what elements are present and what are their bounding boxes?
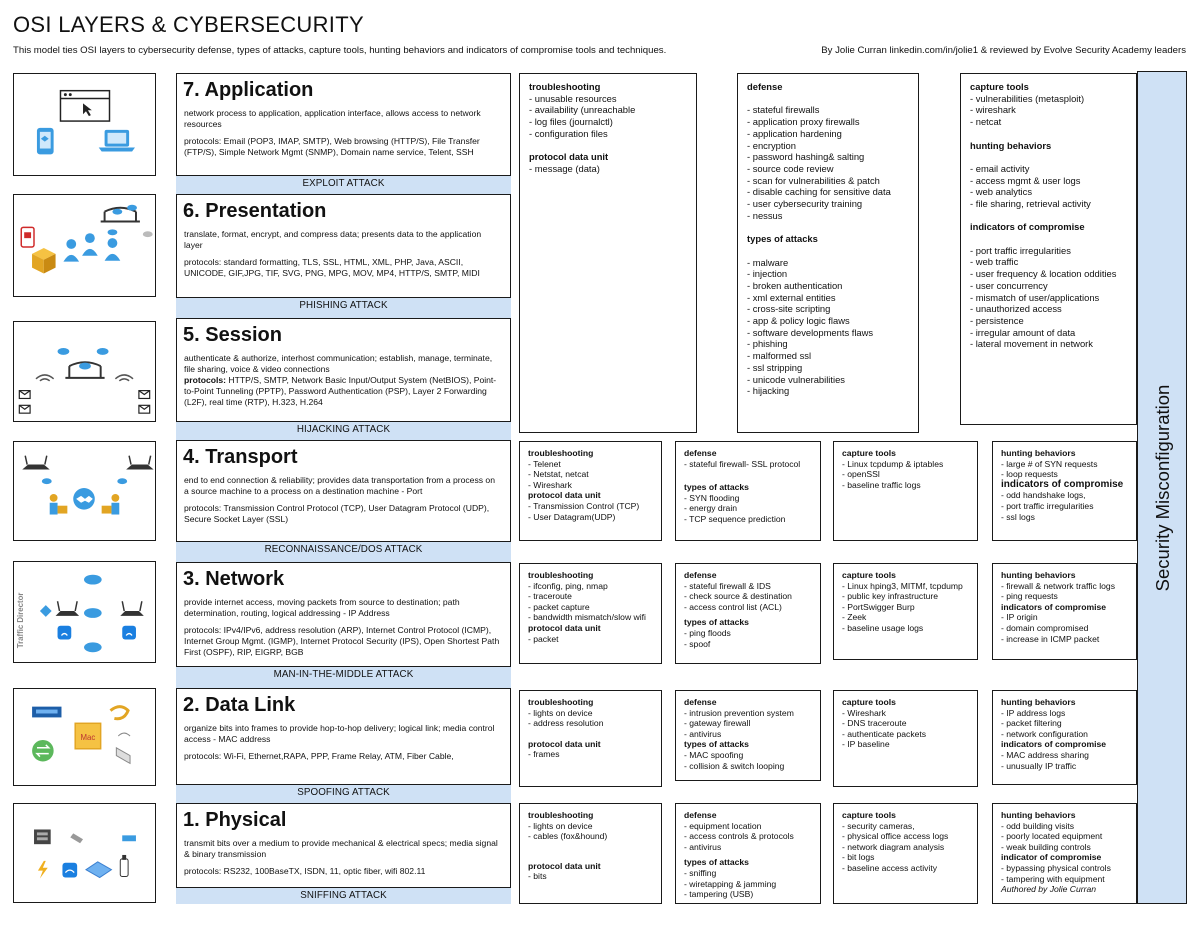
layer-6-presentation: [176, 194, 511, 298]
list-item: - antivirus: [684, 841, 722, 852]
section-heading: troubleshooting: [528, 810, 594, 820]
list-item: - poorly located equipment: [1001, 831, 1103, 842]
attack-banner: SPOOFING ATTACK: [176, 785, 511, 803]
list-item: - source code review: [747, 162, 834, 174]
list-item: - stateful firewall- SSL protocol: [684, 458, 801, 469]
list-item: - password hashing& salting: [747, 151, 865, 163]
cable-icon: [70, 833, 136, 843]
server-icon: [34, 829, 51, 844]
list-item: - domain compromised: [1001, 622, 1089, 633]
list-item: - packet: [528, 633, 559, 644]
section-heading: troubleshooting: [528, 570, 594, 580]
layer-description: network process to application, application interface, allows access to network resources: [184, 108, 481, 129]
attack-banner: PHISHING ATTACK: [176, 298, 511, 318]
physical-hunting-panel: [992, 803, 1137, 904]
switch-icon: [32, 707, 61, 718]
datalink-troubleshooting-panel: [519, 690, 662, 787]
list-item: - DNS traceroute: [842, 718, 907, 729]
attack-banner: MAN-IN-THE-MIDDLE ATTACK: [176, 667, 511, 688]
list-item: - port traffic irregularities: [1001, 500, 1094, 511]
list-item: - unusually IP traffic: [1001, 760, 1077, 771]
list-item: - app & policy logic flaws: [747, 315, 850, 327]
transport-capture-panel: [833, 441, 978, 541]
transport-defense-panel: [675, 441, 821, 541]
section-heading: protocol data unit: [528, 490, 601, 501]
section-heading: capture tools: [970, 81, 1029, 92]
power-icon: [38, 861, 48, 879]
list-item: - public key infrastructure: [842, 591, 938, 602]
list-item: - malware: [747, 256, 789, 268]
list-item: - cables (fox&hound): [528, 831, 608, 842]
list-item: - injection: [747, 268, 788, 280]
section-heading: troubleshooting: [528, 448, 594, 458]
section-heading: troubleshooting: [528, 697, 594, 707]
network-hunting-panel: [992, 563, 1137, 660]
section-heading: capture tools: [842, 570, 896, 580]
list-item: - baseline traffic logs: [842, 479, 921, 490]
browser-window-icon: [60, 91, 109, 121]
section-heading: protocol data unit: [528, 622, 601, 633]
layer4-icons: [13, 441, 156, 541]
list-item: - cross-site scripting: [747, 303, 831, 315]
datalink-defense-panel: [675, 690, 821, 781]
list-item: - baseline usage logs: [842, 622, 924, 633]
section-heading: types of attacks: [684, 739, 749, 750]
layer-1-physical: [176, 803, 511, 888]
router-icon: [116, 733, 130, 763]
list-item: - port traffic irregularities: [970, 244, 1071, 256]
list-item: - sniffing: [684, 867, 717, 878]
list-item: - gateway firewall: [684, 718, 751, 729]
list-item: - tampering (USB): [684, 889, 754, 900]
list-item: - tampering with equipment: [1001, 873, 1105, 884]
layer-title: 2. Data Link: [183, 694, 296, 716]
layer-5-session: [176, 318, 511, 422]
traffic-director-label: Traffic Director: [16, 592, 26, 649]
physical-capture-panel: [833, 803, 978, 904]
attack-banner: HIJACKING ATTACK: [176, 422, 511, 440]
layer2-icons: [13, 688, 156, 786]
list-item: - access controls & protocols: [684, 831, 794, 842]
network-bridge-icon: [101, 205, 153, 237]
section-heading: indicators of compromise: [970, 221, 1085, 233]
list-item: - malformed ssl: [747, 350, 812, 362]
upper-troubleshooting-panel: [519, 73, 697, 433]
upper-defense-panel: [737, 73, 919, 433]
list-item: - SYN flooding: [684, 492, 740, 503]
section-heading: protocol data unit: [528, 860, 601, 871]
list-item: - log files (journalctl): [529, 116, 613, 128]
wifi-icon: [58, 626, 136, 640]
section-heading: defense: [684, 697, 717, 707]
section-heading: indicator of compromise: [1001, 852, 1102, 863]
swap-icon: [32, 740, 54, 762]
section-heading: defense: [684, 810, 717, 820]
attack-banner: RECONNAISSANCE/DOS ATTACK: [176, 542, 511, 562]
list-item: - network configuration: [1001, 728, 1088, 739]
layer-protocols: protocols: standard formatting, TLS, SSL, HTML, XML, PHP, Java, ASCII, UNICODE, GIF,JPG, TIF, SVG, PNG, MPG, MOV, MP4, HTTP/S, SMTP, MIDI: [184, 257, 480, 278]
section-heading: capture tools: [842, 810, 896, 820]
list-item: - openSSl: [842, 469, 880, 480]
mail-icon: [19, 391, 149, 414]
layer1-icons: [13, 803, 156, 903]
section-heading: hunting behaviors: [1001, 570, 1076, 580]
list-item: - scan for vulnerabilities & patch: [747, 174, 880, 186]
list-item: - odd handshake logs,: [1001, 490, 1086, 501]
list-item: - netcat: [970, 116, 1002, 128]
list-item: - web analytics: [970, 186, 1033, 198]
section-heading: hunting behaviors: [970, 139, 1052, 151]
layer-7-application: [176, 73, 511, 176]
layer-description: transmit bits over a medium to provide mechanical & electrical specs; media signal & binary transmission: [184, 838, 498, 859]
section-heading: indicators of compromise: [1001, 739, 1107, 750]
network-capture-panel: [833, 563, 978, 660]
author-note: Authored by Jolie Curran: [1001, 884, 1097, 895]
list-item: - MAC address sharing: [1001, 749, 1089, 760]
hub-icon: [84, 575, 102, 652]
physical-defense-panel: [675, 803, 821, 904]
list-item: - access control list (ACL): [684, 601, 782, 612]
layer-description: provide internet access, moving packets from source to destination; path determination, routing, logical addressing - IP Address: [184, 597, 460, 618]
list-item: - increase in ICMP packet: [1001, 633, 1100, 644]
section-heading: indicators of compromise: [1001, 478, 1124, 490]
list-item: - loop requests: [1001, 469, 1058, 480]
list-item: - bandwidth mismatch/slow wifi: [528, 612, 646, 623]
layer-protocols: protocols: Wi-Fi, Ethernet,RAPA, PPP, Frame Relay, ATM, Fiber Cable,: [184, 751, 454, 761]
list-item: - encryption: [747, 139, 796, 151]
section-heading: defense: [684, 570, 717, 580]
list-item: - Netstat, netcat: [528, 469, 589, 480]
section-heading: defense: [747, 81, 783, 92]
list-item: - user concurrency: [970, 279, 1048, 291]
layer-title: 3. Network: [183, 568, 285, 590]
list-item: - Linux tcpdump & iptables: [842, 458, 944, 469]
layer-title: 7. Application: [183, 79, 314, 101]
handshake-icon: [73, 488, 95, 510]
list-item: - email activity: [970, 162, 1030, 174]
layer-title: 6. Presentation: [183, 200, 327, 222]
layer3-icons: [13, 561, 156, 663]
page-title: OSI LAYERS & CYBERSECURITY: [13, 12, 364, 37]
list-item: - web traffic: [970, 256, 1019, 268]
page-author: By Jolie Curran linkedin.com/in/jolie1 & reviewed by Evolve Security Academy leaders: [821, 45, 1186, 56]
mac-chip-icon: [75, 723, 100, 748]
list-item: - security cameras,: [842, 820, 915, 831]
section-heading: types of attacks: [747, 233, 818, 245]
list-item: - physical office access logs: [842, 831, 949, 842]
list-item: - wiretapping & jamming: [684, 878, 777, 889]
list-item: - TCP sequence prediction: [684, 513, 786, 524]
section-heading: types of attacks: [684, 857, 749, 868]
list-item: - ping floods: [684, 627, 731, 638]
list-item: - lateral movement in network: [970, 338, 1093, 350]
list-item: - Wireshark: [528, 479, 572, 490]
layer-3-network: [176, 562, 511, 667]
list-item: - traceroute: [528, 591, 572, 602]
list-item: - phishing: [747, 338, 788, 350]
section-heading: protocol data unit: [528, 738, 601, 749]
list-item: - IP address logs: [1001, 707, 1066, 718]
layer-4-transport: [176, 440, 511, 542]
layer5-icons: [13, 321, 156, 422]
list-item: - wireshark: [970, 104, 1016, 116]
layer-protocols: [184, 375, 502, 408]
list-item: - persistence: [970, 315, 1024, 326]
list-item: - ssl stripping: [747, 361, 803, 373]
list-item: - packet filtering: [1001, 718, 1062, 729]
list-item: - stateful firewall & IDS: [684, 580, 771, 591]
package-icon: [32, 248, 56, 273]
section-heading: troubleshooting: [529, 81, 601, 92]
layer6-icons: [13, 194, 156, 297]
layer-title: 4. Transport: [183, 446, 298, 468]
section-heading: hunting behaviors: [1001, 697, 1076, 707]
list-item: - file sharing, retrieval activity: [970, 198, 1091, 209]
list-item: - check source & destination: [684, 591, 792, 602]
physical-troubleshooting-panel: [519, 803, 662, 904]
layer-title: 1. Physical: [183, 809, 287, 831]
list-item: - firewall & network traffic logs: [1001, 580, 1115, 591]
section-heading: capture tools: [842, 697, 896, 707]
list-item: - authenticate packets: [842, 728, 927, 739]
section-heading: types of attacks: [684, 617, 749, 628]
list-item: - IP baseline: [842, 739, 890, 750]
list-item: - software developments flaws: [747, 326, 874, 338]
attack-banner: EXPLOIT ATTACK: [176, 176, 511, 194]
list-item: - lights on device: [528, 707, 593, 718]
encrypted-phone-icon: [21, 227, 34, 247]
layer7-icons: [13, 73, 156, 176]
transport-troubleshooting-panel: [519, 441, 662, 541]
list-item: - odd building visits: [1001, 820, 1075, 831]
layer-description: organize bits into frames to provide hop-to-hop delivery; logical link; media control access - MAC address: [184, 723, 495, 744]
list-item: - spoof: [684, 638, 711, 649]
protocols-label: protocols:: [184, 375, 227, 385]
usb-icon: [120, 855, 128, 877]
network-bridge-icon: [58, 348, 109, 378]
protocols-list: HTTP/S, SMTP, Network Basic Input/Output System (NetBIOS), Point-to-Point Tunneling (PPTP), Password Authentication (PSP), Layer 2 Forwarding (L2F), real time (RTP), H.323, H.264: [184, 375, 497, 407]
section-heading: defense: [684, 448, 717, 458]
list-item: - packet capture: [528, 601, 590, 612]
list-item: - availability (unreachable: [529, 104, 636, 116]
list-item: - lights on device: [528, 820, 593, 831]
list-item: - Transmission Control (TCP): [528, 500, 640, 511]
layer-protocols: protocols: RS232, 100BaseTX, ISDN, 11, optic fiber, wifi 802.11: [184, 866, 426, 876]
list-item: - bits: [528, 871, 547, 882]
transport-hunting-panel: [992, 441, 1137, 541]
list-item: - xml external entities: [747, 291, 836, 303]
list-item: - mismatch of user/applications: [970, 291, 1100, 303]
list-item: - unauthorized access: [970, 303, 1062, 315]
section-heading: protocol data unit: [529, 151, 609, 163]
list-item: - Zeek: [842, 612, 867, 623]
upper-capture-panel: [960, 73, 1137, 425]
list-item: - unusable resources: [529, 92, 617, 104]
list-item: - broken authentication: [747, 279, 843, 291]
section-heading: hunting behaviors: [1001, 810, 1076, 820]
list-item: - access mgmt & user logs: [970, 174, 1081, 186]
layer-protocols: protocols: Transmission Control Protocol (TCP), User Datagram Protocol (UDP), Secure Socket Layer (SSL): [184, 503, 490, 524]
layer-2-data-link: [176, 688, 511, 785]
wifi-icon: [62, 863, 77, 878]
list-item: - equipment location: [684, 820, 762, 831]
layer-description: authenticate & authorize, interhost communication; establish, manage, terminate, file sharing, voice & video connections: [184, 353, 493, 374]
list-item: - bit logs: [842, 852, 875, 863]
mobile-phone-icon: [37, 128, 54, 154]
router-icon: [22, 456, 153, 470]
layer-description: translate, format, encrypt, and compress data; presents data to the application layer: [184, 229, 482, 250]
security-misconfiguration-label: Security Misconfiguration: [1152, 384, 1173, 592]
layer-protocols: protocols: IPv4/IPv6, address resolution (ARP), Internet Control Protocol (ICMP), Internet Group Mgmt. (IGMP), Internet Protocol Security (IPS), Open Shortest Path First (OSPF), RIP, EIGRP, BGB: [184, 625, 500, 657]
list-item: - PortSwigger Burp: [842, 601, 915, 612]
section-heading: types of attacks: [684, 482, 749, 493]
list-item: - network diagram analysis: [842, 841, 945, 852]
list-item: - energy drain: [684, 503, 738, 514]
datalink-capture-panel: [833, 690, 978, 787]
list-item: - vulnerabilities (metasploit): [970, 92, 1085, 104]
list-item: - intrusion prevention system: [684, 707, 794, 718]
list-item: - bypassing physical controls: [1001, 862, 1111, 873]
list-item: - ifconfig, ping, nmap: [528, 580, 608, 591]
list-item: - User Datagram(UDP): [528, 511, 616, 522]
list-item: - application proxy firewalls: [747, 116, 860, 128]
list-item: - message (data): [529, 162, 600, 174]
layer-title: 5. Session: [183, 324, 282, 346]
section-heading: indicators of compromise: [1001, 601, 1107, 612]
network-defense-panel: [675, 563, 821, 664]
datalink-hunting-panel: [992, 690, 1137, 785]
list-item: - user cybersecurity training: [747, 198, 863, 210]
section-heading: capture tools: [842, 448, 896, 458]
list-item: - application hardening: [747, 127, 842, 139]
layer-description: end to end connection & reliability; provides data transportation from a process on a source machine to a process on a destination machine - Port: [184, 475, 495, 496]
person-icon: [63, 233, 120, 261]
list-item: - weak building controls: [1001, 841, 1091, 852]
list-item: - Telenet: [528, 458, 561, 469]
attack-banner: SNIFFING ATTACK: [176, 888, 511, 904]
list-item: - large # of SYN requests: [1001, 458, 1098, 469]
list-item: - MAC spoofing: [684, 749, 744, 760]
section-heading: hunting behaviors: [1001, 448, 1076, 458]
list-item: - Linux hping3, MITMf, tcpdump: [842, 580, 963, 591]
list-item: - Wireshark: [842, 707, 886, 718]
list-item: - ping requests: [1001, 591, 1058, 602]
list-item: - user frequency & location oddities: [970, 268, 1117, 280]
list-item: - IP origin: [1001, 612, 1038, 623]
layer-protocols: protocols: Email (POP3, IMAP, SMTP), Web browsing (HTTP/S), File Transfer (FTP/S), Simple Network Mgmt (SNMP), Domain name service, Telent, SSH: [184, 136, 480, 157]
list-item: - hijacking: [747, 385, 790, 397]
list-item: - ssl logs: [1001, 511, 1035, 522]
list-item: - configuration files: [529, 127, 608, 139]
laptop-icon: [99, 130, 135, 152]
list-item: - irregular amount of data: [970, 326, 1076, 338]
page-subtitle: This model ties OSI layers to cybersecurity defense, types of attacks, capture tools, hunting behaviors and indicators of compromise tools and techniques.: [13, 45, 667, 56]
list-item: - nessus: [747, 209, 783, 221]
list-item: - antivirus: [684, 728, 722, 739]
mac-chip-label: Mac: [80, 732, 96, 742]
list-item: - disable caching for sensitive data: [747, 186, 891, 198]
network-troubleshooting-panel: [519, 563, 662, 664]
list-item: - unicode vulnerabilities: [747, 373, 845, 385]
list-item: - address resolution: [528, 718, 604, 729]
list-item: - collision & switch looping: [684, 760, 785, 771]
list-item: - baseline access activity: [842, 862, 938, 873]
list-item: - frames: [528, 749, 560, 760]
list-item: - stateful firewalls: [747, 104, 820, 116]
